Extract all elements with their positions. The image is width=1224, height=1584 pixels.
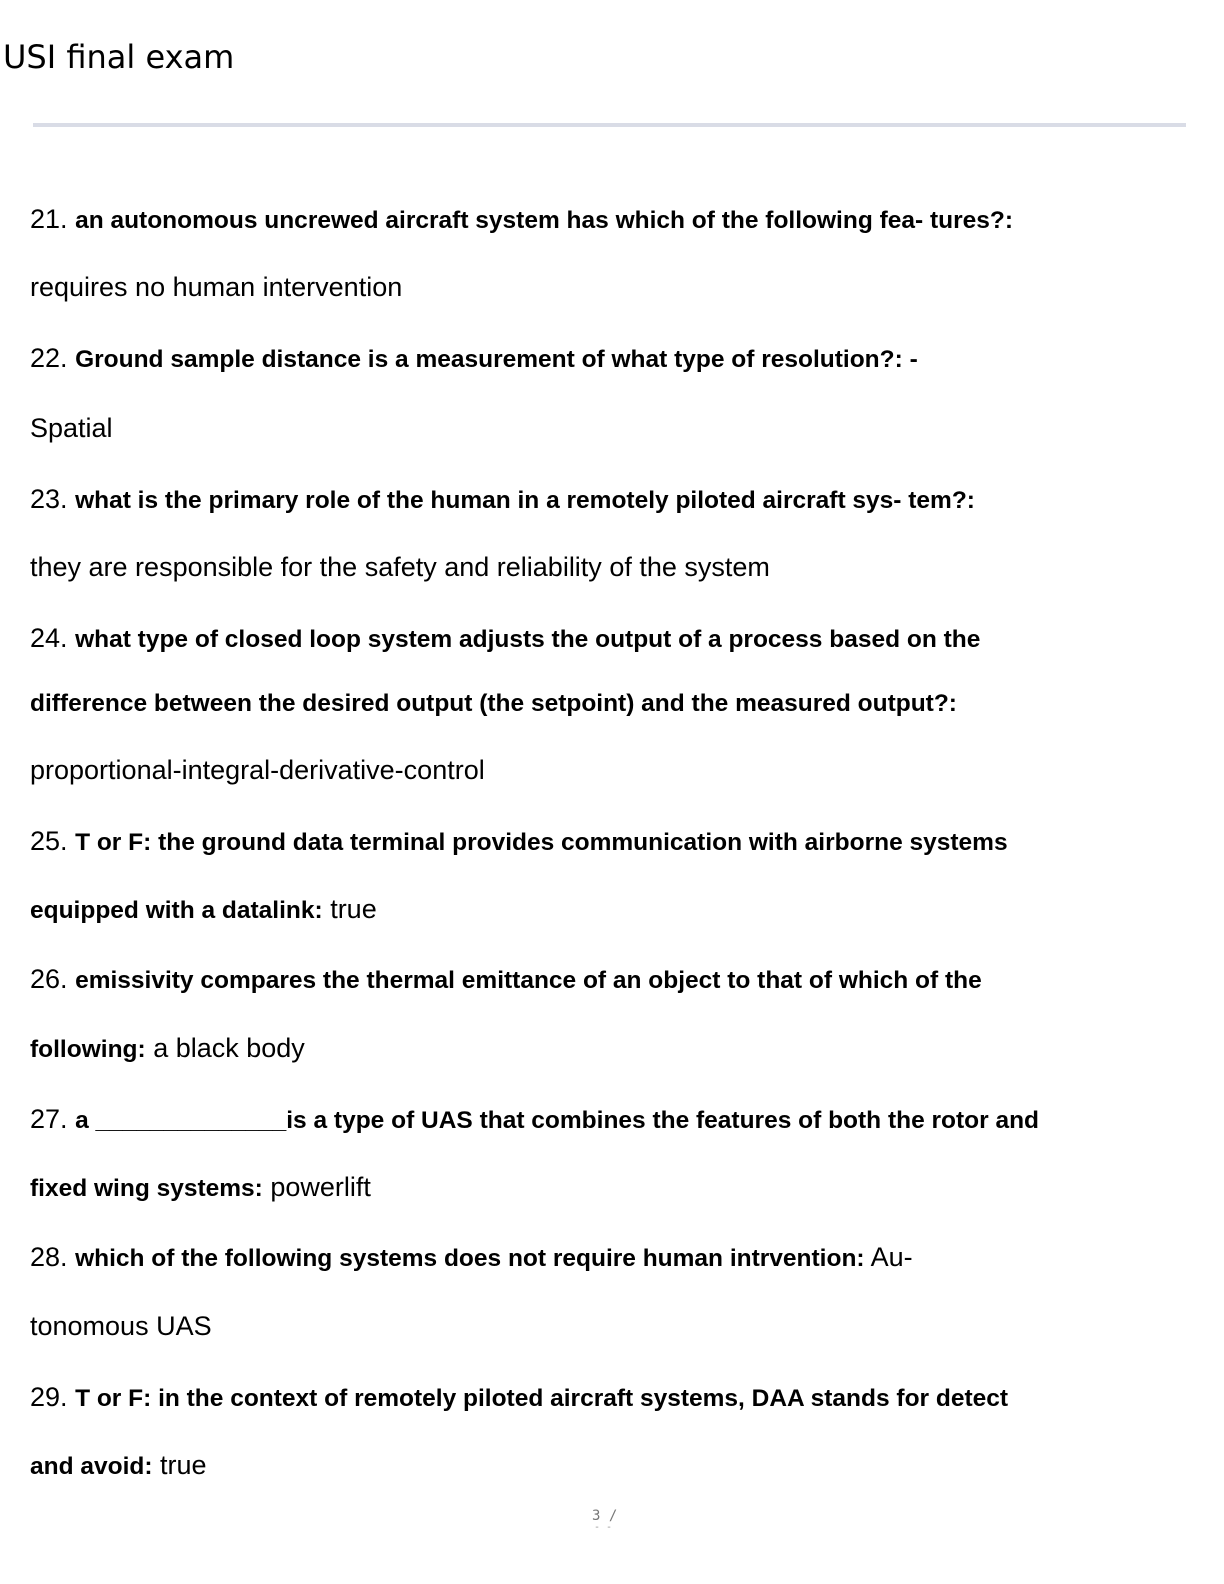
question-26-cont: [30, 1031, 305, 1067]
question-27: [30, 1102, 1039, 1138]
question-26: [30, 962, 982, 998]
question-24-cont: [30, 685, 957, 721]
page-total: - -: [594, 1522, 613, 1533]
question-29: [30, 1380, 1008, 1416]
question-text: T or F: the ground data terminal provides communication with airborne systems: [75, 829, 1008, 856]
answer-text: a black body: [153, 1033, 305, 1063]
question-number: 29.: [30, 1382, 68, 1412]
question-number: 28.: [30, 1242, 68, 1272]
answer-text: true: [330, 894, 377, 924]
question-24: [30, 621, 980, 657]
question-text: and avoid:: [30, 1453, 153, 1480]
document-title: USI final exam: [3, 38, 235, 76]
answer-23: [30, 550, 770, 584]
question-text: fixed wing systems:: [30, 1175, 263, 1202]
question-25-cont: [30, 892, 377, 928]
answer-text: requires no human intervention: [30, 272, 403, 302]
question-27-cont: [30, 1170, 371, 1206]
question-text: difference between the desired output (the setpoint) and the measured output?:: [30, 690, 957, 717]
answer-21: [30, 270, 402, 304]
question-text: what type of closed loop system adjusts the output of a process based on the: [75, 626, 981, 653]
question-text: what is the primary role of the human in a remotely piloted aircraft sys- tem?:: [75, 487, 975, 514]
question-text: an autonomous uncrewed aircraft system has which of the following fea- tures?:: [75, 207, 1014, 234]
question-text: which of the following systems does not require human intrvention:: [75, 1245, 865, 1272]
question-number: 26.: [30, 964, 68, 994]
page-number: 3 /: [592, 1508, 618, 1524]
question-text: a ______________is a type of UAS that combines the features of both the rotor and: [75, 1107, 1040, 1134]
header-divider: [33, 123, 1186, 127]
question-number: 23.: [30, 484, 68, 514]
answer-28-cont: [30, 1309, 212, 1343]
question-text: emissivity compares the thermal emittance of an object to that of which of the: [75, 967, 982, 994]
answer-text: Spatial: [30, 413, 113, 443]
answer-text: tonomous UAS: [30, 1311, 212, 1341]
question-23: [30, 482, 975, 518]
question-number: 25.: [30, 826, 68, 856]
question-number: 22.: [30, 343, 68, 373]
question-number: 21.: [30, 204, 68, 234]
question-number: 24.: [30, 623, 68, 653]
answer-22: [30, 411, 113, 445]
answer-text: true: [160, 1450, 207, 1480]
question-28: [30, 1240, 913, 1276]
answer-text: powerlift: [270, 1172, 371, 1202]
question-number: 27.: [30, 1104, 68, 1134]
answer-text: Au-: [870, 1242, 913, 1272]
question-text: T or F: in the context of remotely piloted aircraft systems, DAA stands for detect: [75, 1385, 1009, 1412]
question-text: equipped with a datalink:: [30, 897, 323, 924]
question-22: [30, 341, 918, 377]
answer-text: they are responsible for the safety and reliability of the system: [30, 552, 770, 582]
answer-text: proportional-integral-derivative-control: [30, 755, 485, 785]
answer-24: [30, 753, 485, 787]
question-text: Ground sample distance is a measurement of what type of resolution?: -: [75, 346, 918, 373]
question-29-cont: [30, 1448, 207, 1484]
question-text: following:: [30, 1036, 146, 1063]
question-21: [30, 202, 1013, 238]
question-25: [30, 824, 1008, 860]
